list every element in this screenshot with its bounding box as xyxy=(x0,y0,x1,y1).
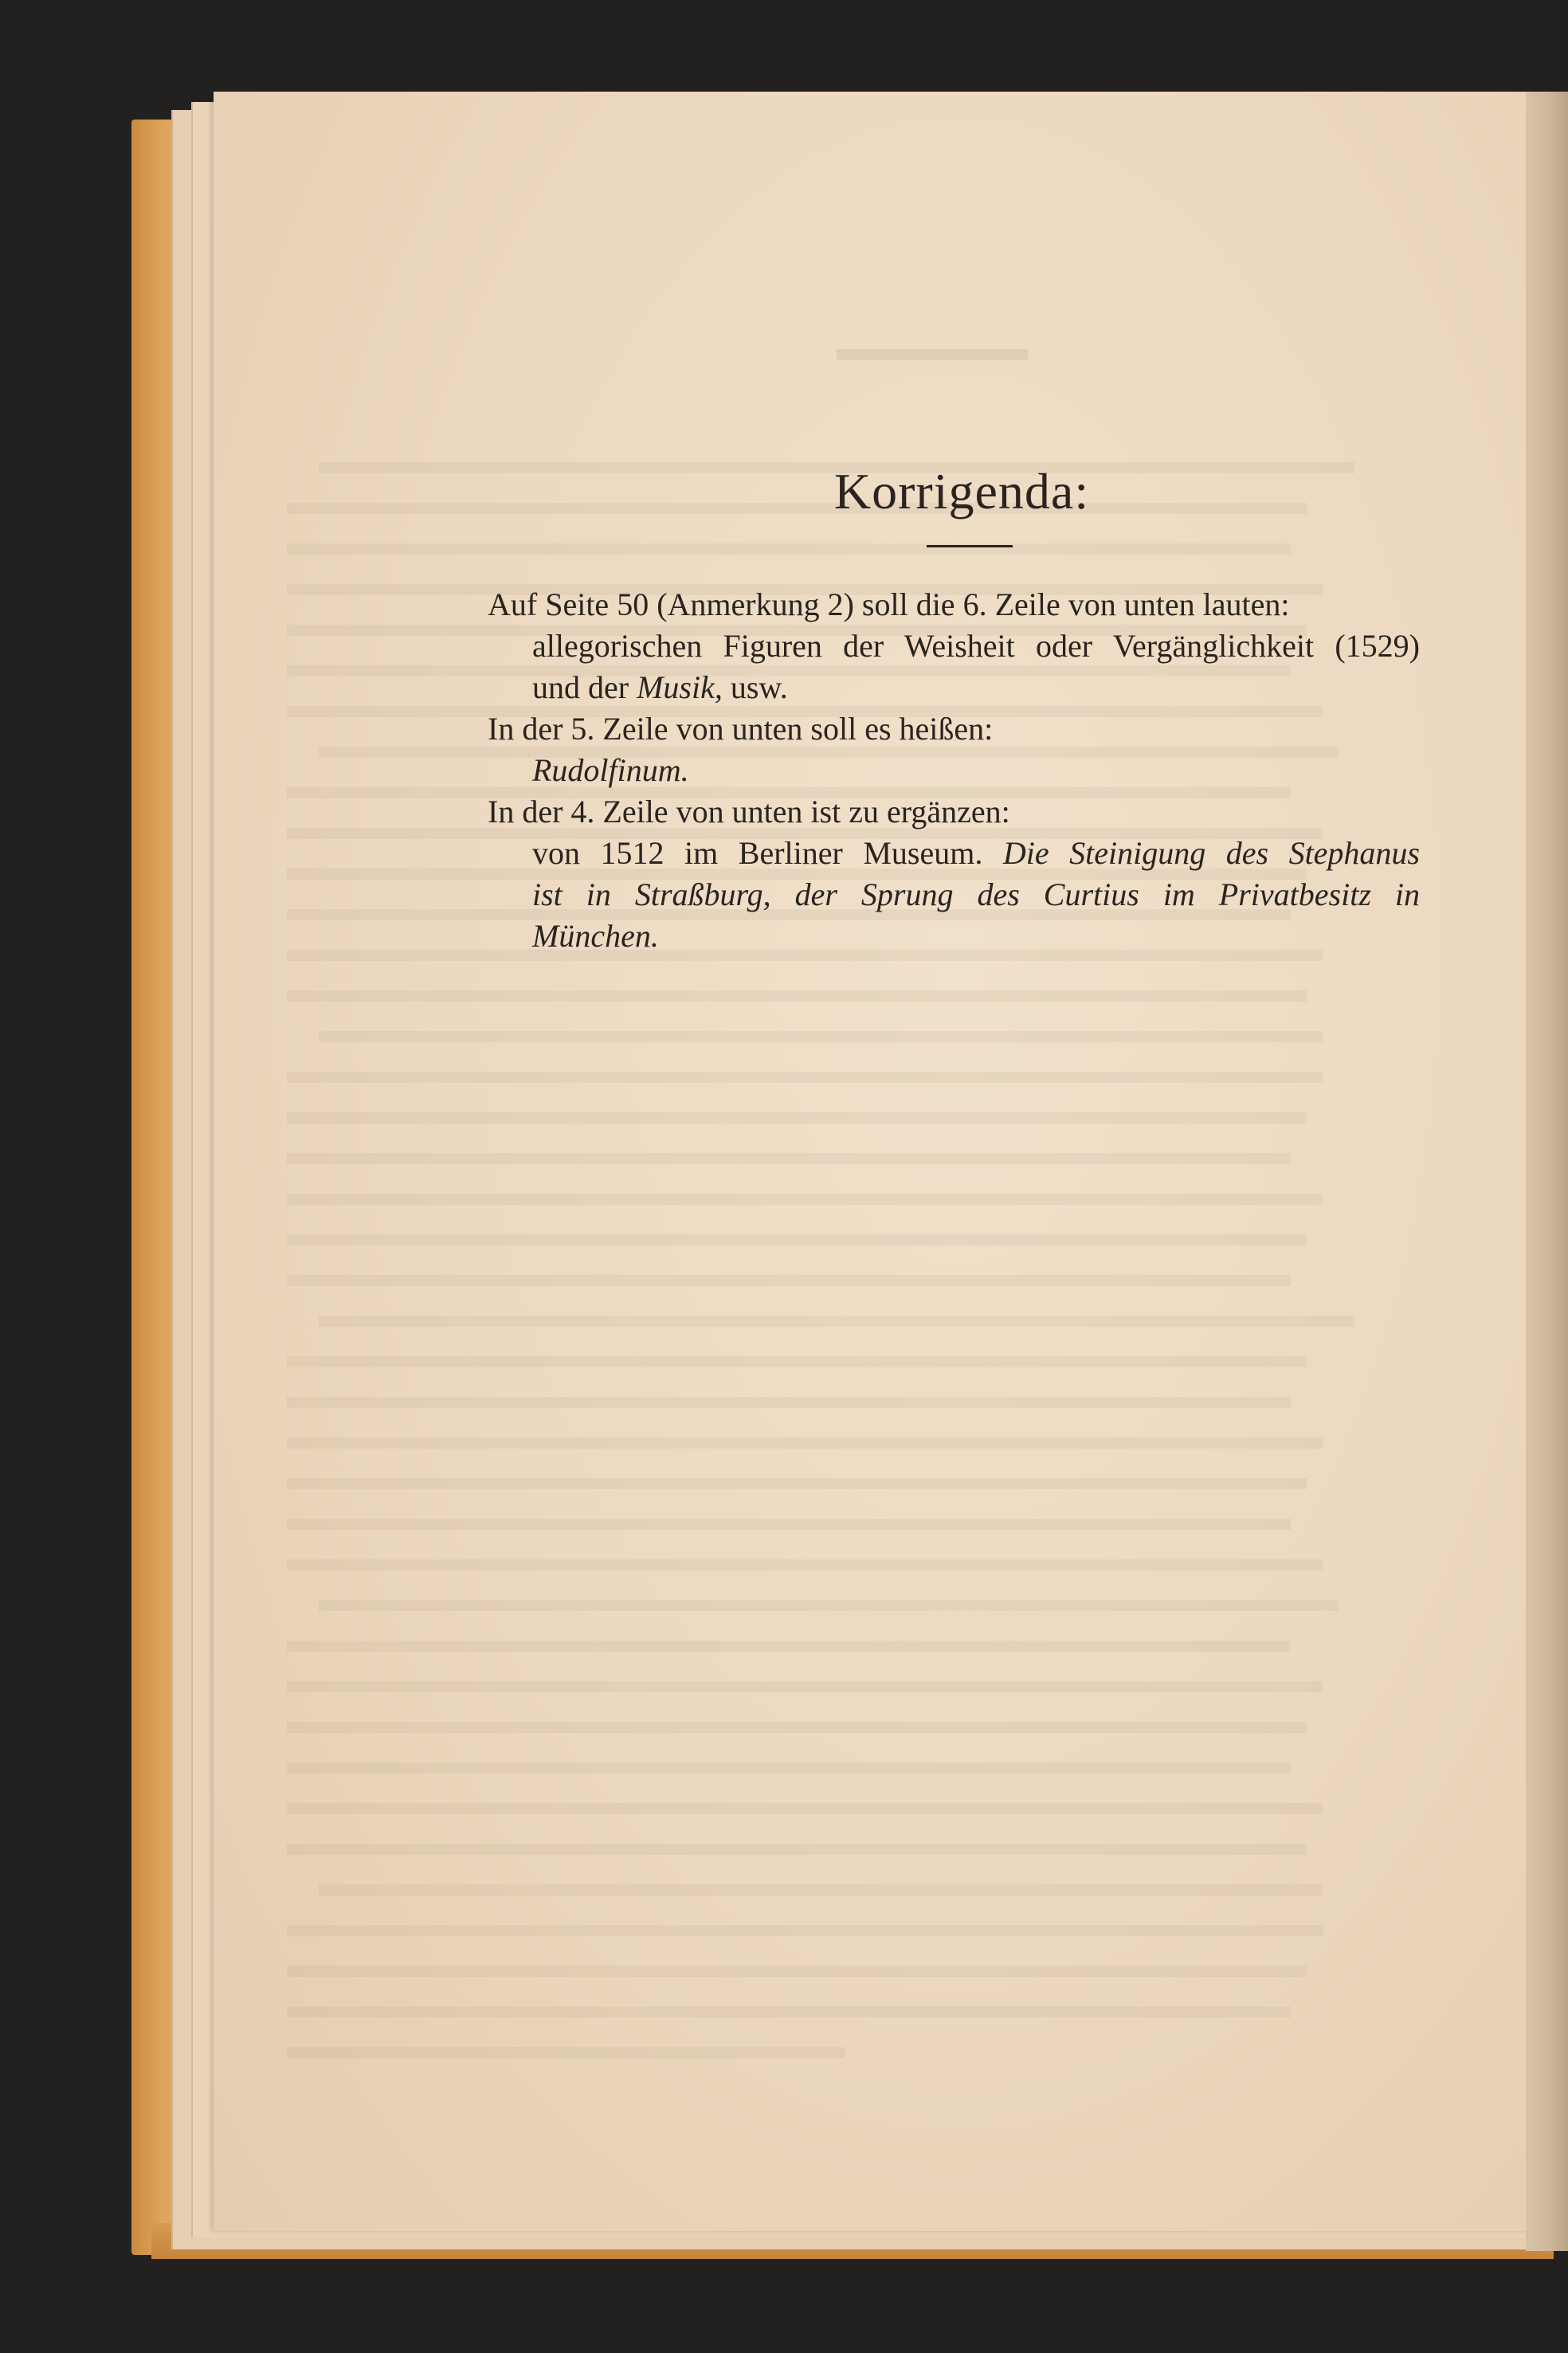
bleed-through-line xyxy=(287,1275,1291,1286)
facing-page-edge xyxy=(1526,92,1568,2251)
correction-text xyxy=(488,833,1420,874)
correction-entry xyxy=(488,584,1420,708)
correction-text: München. xyxy=(532,918,659,954)
title-rule xyxy=(927,545,1013,547)
bleed-through-marks xyxy=(837,335,1028,375)
bleed-through-line xyxy=(287,1519,1291,1530)
bleed-through-line xyxy=(287,2047,845,2058)
bleed-through-line xyxy=(287,1559,1323,1571)
bleed-through-line xyxy=(287,1925,1323,1936)
bleed-through-line xyxy=(287,1803,1323,1814)
bleed-through-line xyxy=(287,990,1307,1002)
correction-text: allegorischen Figuren der Weisheit oder Vergänglichkeit (1529) xyxy=(532,628,1420,664)
bleed-through-line xyxy=(287,1681,1323,1692)
italic-text-run: Die Steinigung des Stephanus xyxy=(1002,835,1421,871)
bleed-through-line xyxy=(287,1234,1307,1245)
bleed-through-line xyxy=(319,1884,1323,1896)
bleed-through-line xyxy=(287,1641,1291,1652)
italic-text-run: Musik, xyxy=(637,669,723,705)
bleed-through-line xyxy=(319,1031,1323,1042)
bleed-through-line xyxy=(319,1600,1339,1611)
text-run: und der xyxy=(532,669,637,705)
bleed-through-line xyxy=(287,2006,1291,2018)
bleed-through-line xyxy=(319,1316,1354,1327)
bleed-through-line xyxy=(287,1478,1307,1489)
bleed-through-line xyxy=(287,1966,1307,1977)
korrigenda-section xyxy=(488,462,1420,957)
text-run: usw. xyxy=(722,669,788,705)
correction-reference: Auf Seite 50 (Anmerkung 2) soll die 6. Zeile von unten lauten: xyxy=(488,586,1290,622)
bleed-through-line xyxy=(287,1194,1323,1205)
bleed-through-line xyxy=(287,1763,1291,1774)
correction-entry xyxy=(488,708,1420,791)
korrigenda-title: Korrigenda: xyxy=(833,463,1090,520)
bleed-through-line xyxy=(287,1072,1323,1083)
correction-text: Rudolfinum. xyxy=(532,752,689,788)
correction-entry xyxy=(488,791,1420,957)
correction-reference: In der 4. Zeile von unten ist zu ergänzen: xyxy=(488,794,1010,829)
bleed-through-line xyxy=(287,1112,1307,1124)
bleed-through-line xyxy=(287,1153,1291,1164)
correction-reference: In der 5. Zeile von unten soll es heißen: xyxy=(488,711,994,747)
bleed-through-line xyxy=(287,1844,1307,1855)
bleed-through-line xyxy=(287,1397,1291,1408)
correction-text xyxy=(488,667,1420,708)
bleed-through-line xyxy=(287,1722,1307,1733)
bleed-through-line xyxy=(287,1437,1323,1449)
text-run: von 1512 im Berliner Museum. xyxy=(532,835,1003,871)
correction-text: ist in Straßburg, der Sprung des Curtius im Privatbesitz in xyxy=(532,876,1420,912)
bleed-through-texture xyxy=(837,335,1028,384)
bleed-through-line xyxy=(287,1356,1307,1367)
